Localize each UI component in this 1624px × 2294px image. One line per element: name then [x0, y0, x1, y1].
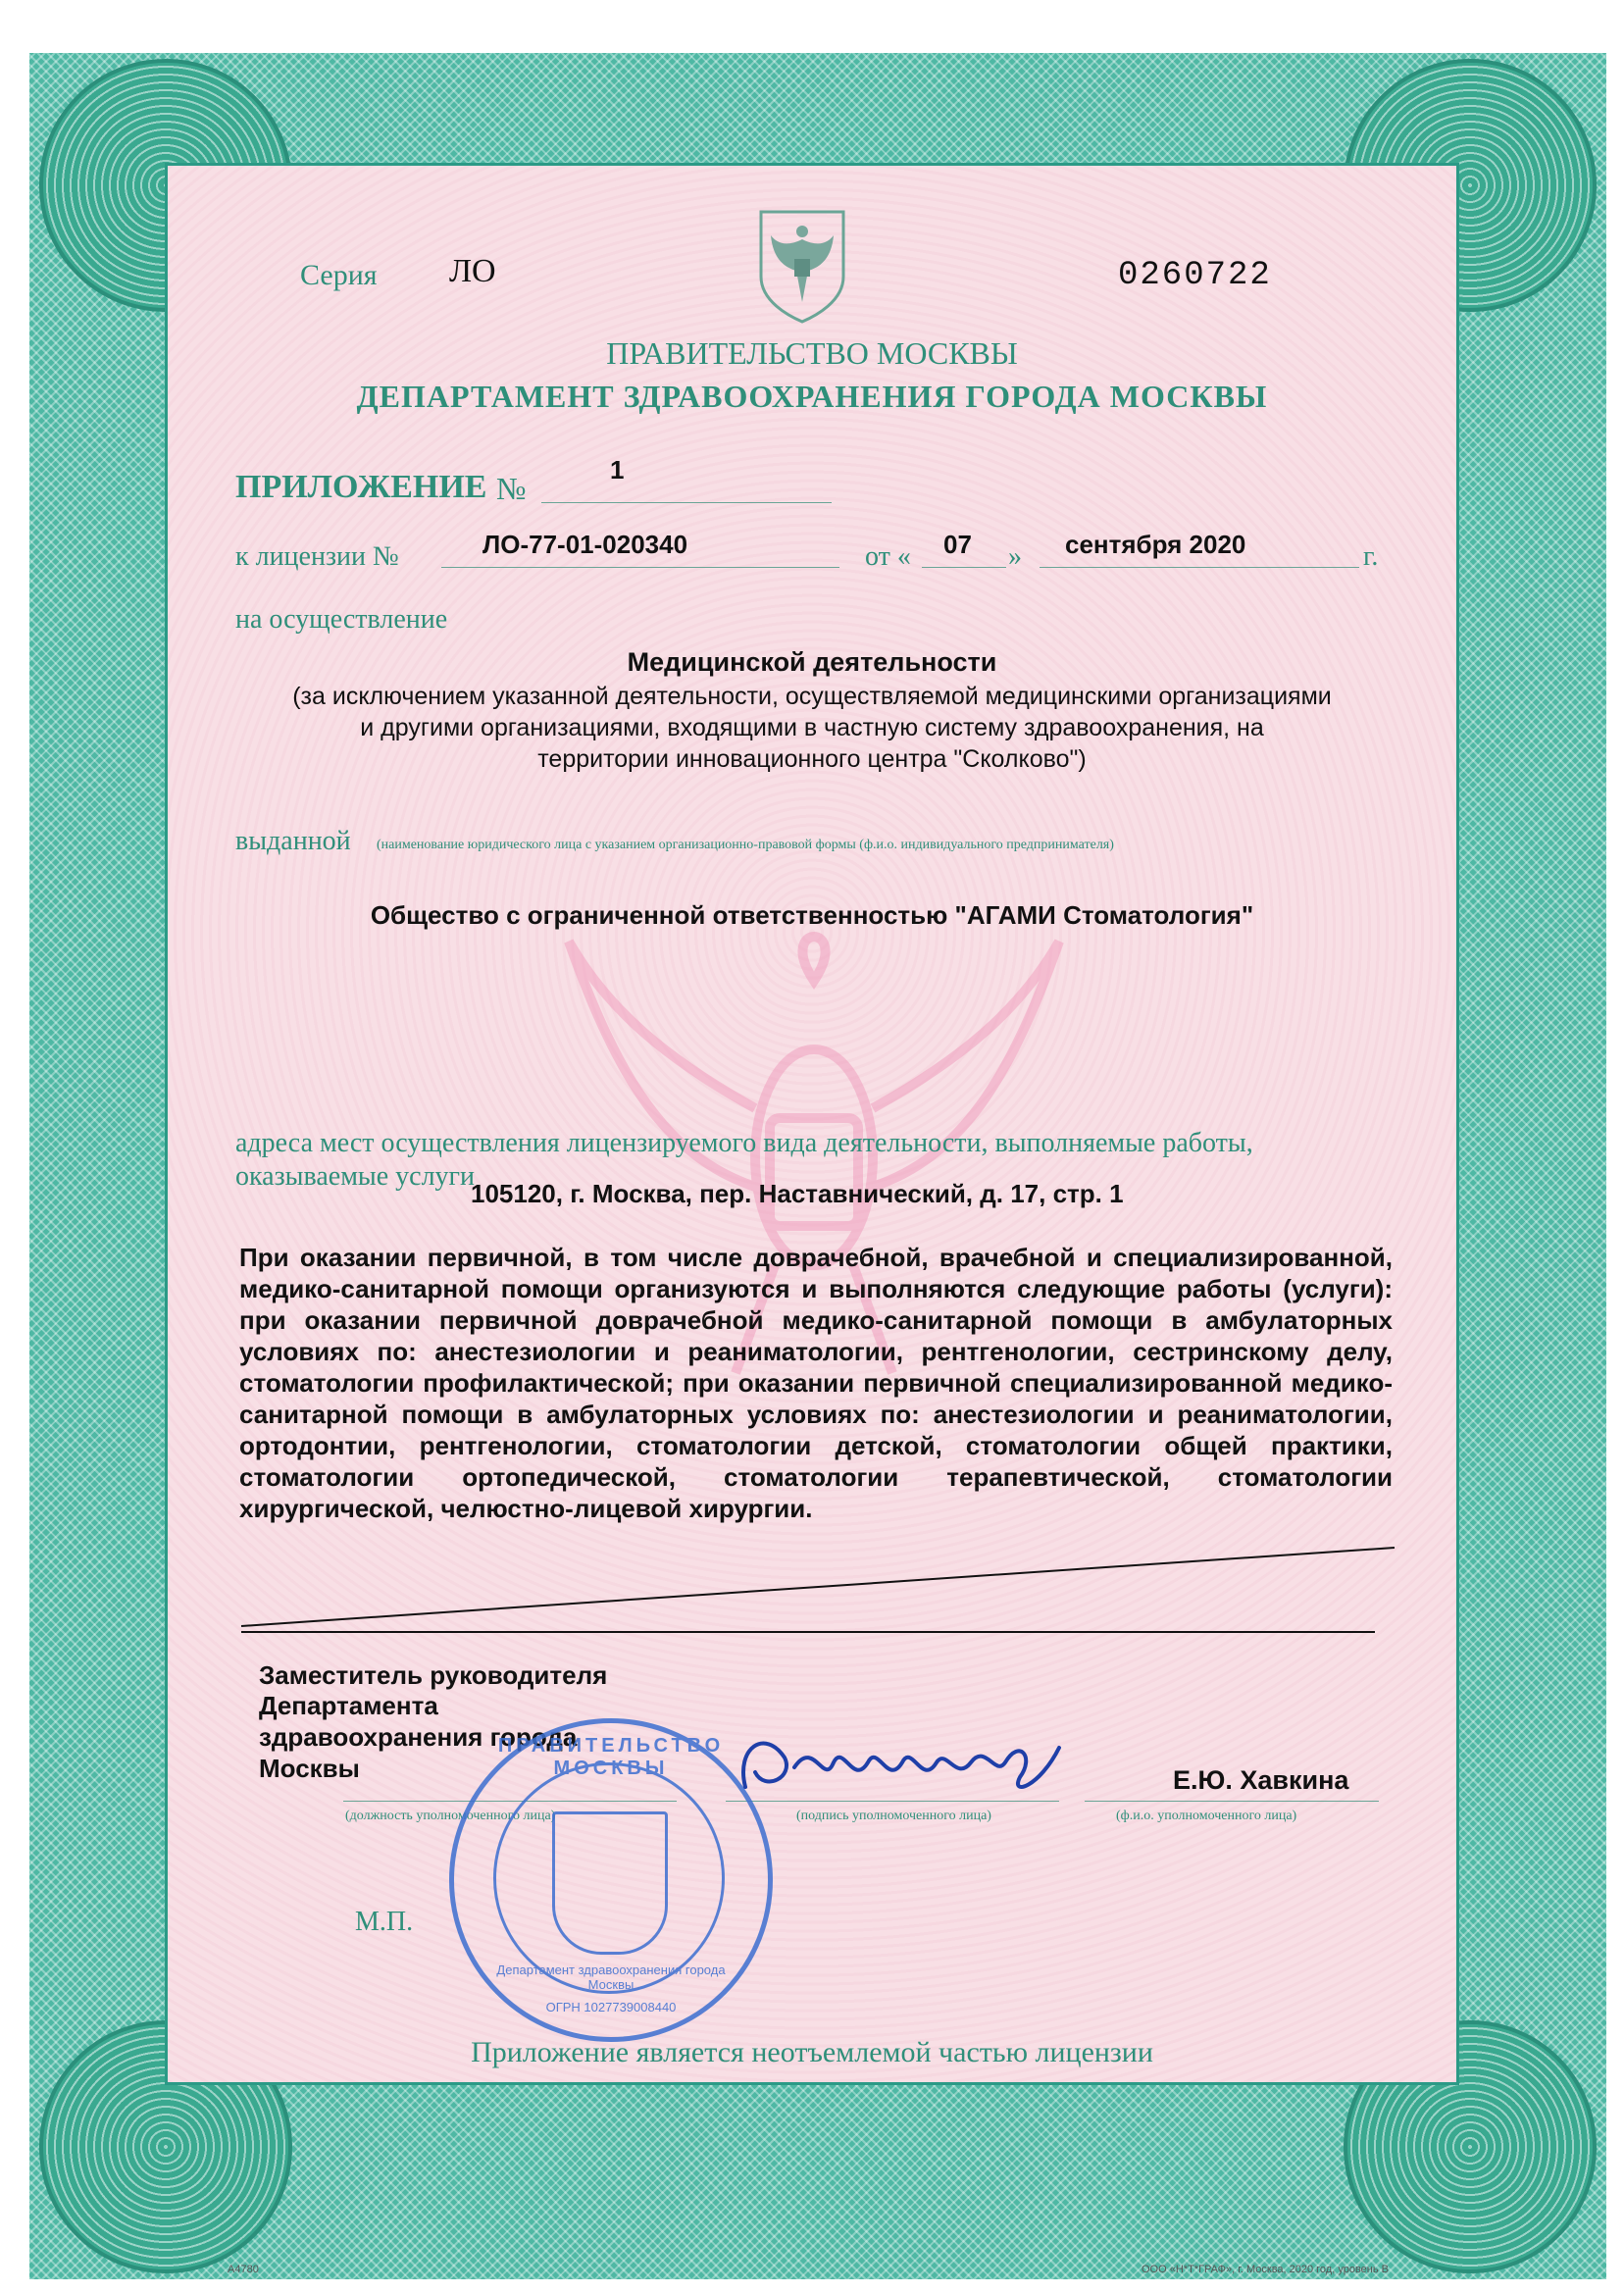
issued-note: (наименование юридического лица с указанием организационно-правовой формы (ф.и.о. индивидуального предпринимателя) — [377, 838, 1114, 852]
activity-title: Медицинской деятельности — [627, 647, 997, 677]
mp-label: М.П. — [355, 1907, 414, 1937]
activity-label: на осуществление — [235, 604, 448, 635]
license-label: к лицензии № — [235, 541, 399, 572]
department-title: ДЕПАРТАМЕНТ ЗДРАВООХРАНЕНИЯ ГОРОДА МОСКВЫ — [356, 379, 1268, 414]
appendix-label: ПРИЛОЖЕНИЕ — [235, 469, 487, 505]
license-month-line — [1040, 567, 1359, 568]
signatory-name: Е.Ю. Хавкина — [1173, 1765, 1349, 1795]
activity-line-2: и другими организациями, входящими в частную систему здравоохранения, на — [360, 714, 1264, 741]
activity-line-1: (за исключением указанной деятельности, осуществляемой медицинскими организациями — [292, 683, 1332, 710]
license-number-line — [441, 567, 839, 568]
caption-signature: (подпись уполномоченного лица) — [796, 1809, 991, 1823]
services-text: При оказании первичной, в том числе доврачебной, врачебной и специализированной, медико-санитарной помощи организуются и выполняются следующие работы (услуги): при оказании первичной доврачебной медико-санитарной помощи в амбулаторных условиях по: анестезиологии и реаниматологии, рентгенологии, сестринскому делу, стоматологии профилактической; при оказании первичной специализированной медико-санитарной помощи в амбулаторных условиях по: анестезиологии и реаниматологии, ортодонтии, рентгенологии, стоматологии детской, стоматологии общей практики, стоматологии ортопедической, стоматологии терапевтической, стоматологии хирургической, челюстно-лицевой хирургии. — [239, 1243, 1393, 1523]
stamp-ring-text: ПРАВИТЕЛЬСТВО МОСКВЫ — [497, 1735, 725, 1779]
stamp-inner-text: Департамент здравоохранения города Москвы — [496, 1963, 726, 1992]
signatory-position-line-2: Департамента — [259, 1691, 438, 1720]
caption-name: (ф.и.о. уполномоченного лица) — [1116, 1809, 1297, 1823]
license-day-line — [922, 567, 1006, 568]
signatory-position-line-3: здравоохранения города — [259, 1722, 578, 1752]
address-value: 105120, г. Москва, пер. Наставнический, д. 17, стр. 1 — [471, 1179, 1124, 1208]
license-close-quote: » — [1008, 541, 1022, 572]
appendix-number: 1 — [610, 455, 625, 484]
license-day: 07 — [943, 530, 972, 559]
activity-line-3: территории инновационного центра "Сколково") — [537, 745, 1087, 773]
appendix-number-line — [541, 502, 832, 503]
signatory-position-line-4: Москвы — [259, 1754, 360, 1783]
license-number: ЛО-77-01-020340 — [482, 530, 688, 559]
coat-of-arms-icon — [757, 208, 847, 326]
stamp-ogrn: ОГРН 1027739008440 — [545, 2000, 677, 2014]
document-number: 0260722 — [1118, 257, 1272, 294]
caption-position: (должность уполномоченного лица) — [345, 1809, 556, 1823]
signatory-position-line-1: Заместитель руководителя — [259, 1660, 608, 1690]
series-value: ЛО — [449, 253, 496, 289]
organization-name: Общество с ограниченной ответственностью "АГАМИ Стоматология" — [370, 900, 1254, 930]
name-line — [1085, 1801, 1379, 1802]
footer-note: Приложение является неотъемлемой частью лицензии — [471, 2036, 1153, 2068]
official-stamp — [449, 1718, 773, 2042]
address-label-line-1: адреса мест осуществления лицензируемого вида деятельности, выполняемые работы, — [235, 1128, 1253, 1158]
handwritten-signature — [726, 1718, 1079, 1807]
license-from-label: от « — [865, 541, 911, 572]
footer-right-code: ООО «Н*Т*ГРАФ», г. Москва, 2020 год, уровень В — [1142, 2264, 1389, 2275]
closing-lines — [235, 1540, 1402, 1638]
address-label-line-2: оказываемые услуги — [235, 1161, 476, 1192]
footer-left-code: А4780 — [228, 2264, 259, 2275]
issued-label: выданной — [235, 826, 351, 856]
appendix-no-sign: № — [496, 471, 527, 506]
government-title: ПРАВИТЕЛЬСТВО МОСКВЫ — [606, 335, 1018, 371]
license-month-year: сентября 2020 — [1065, 530, 1246, 559]
series-label: Серия — [300, 259, 378, 291]
license-year-suffix: г. — [1363, 541, 1379, 572]
